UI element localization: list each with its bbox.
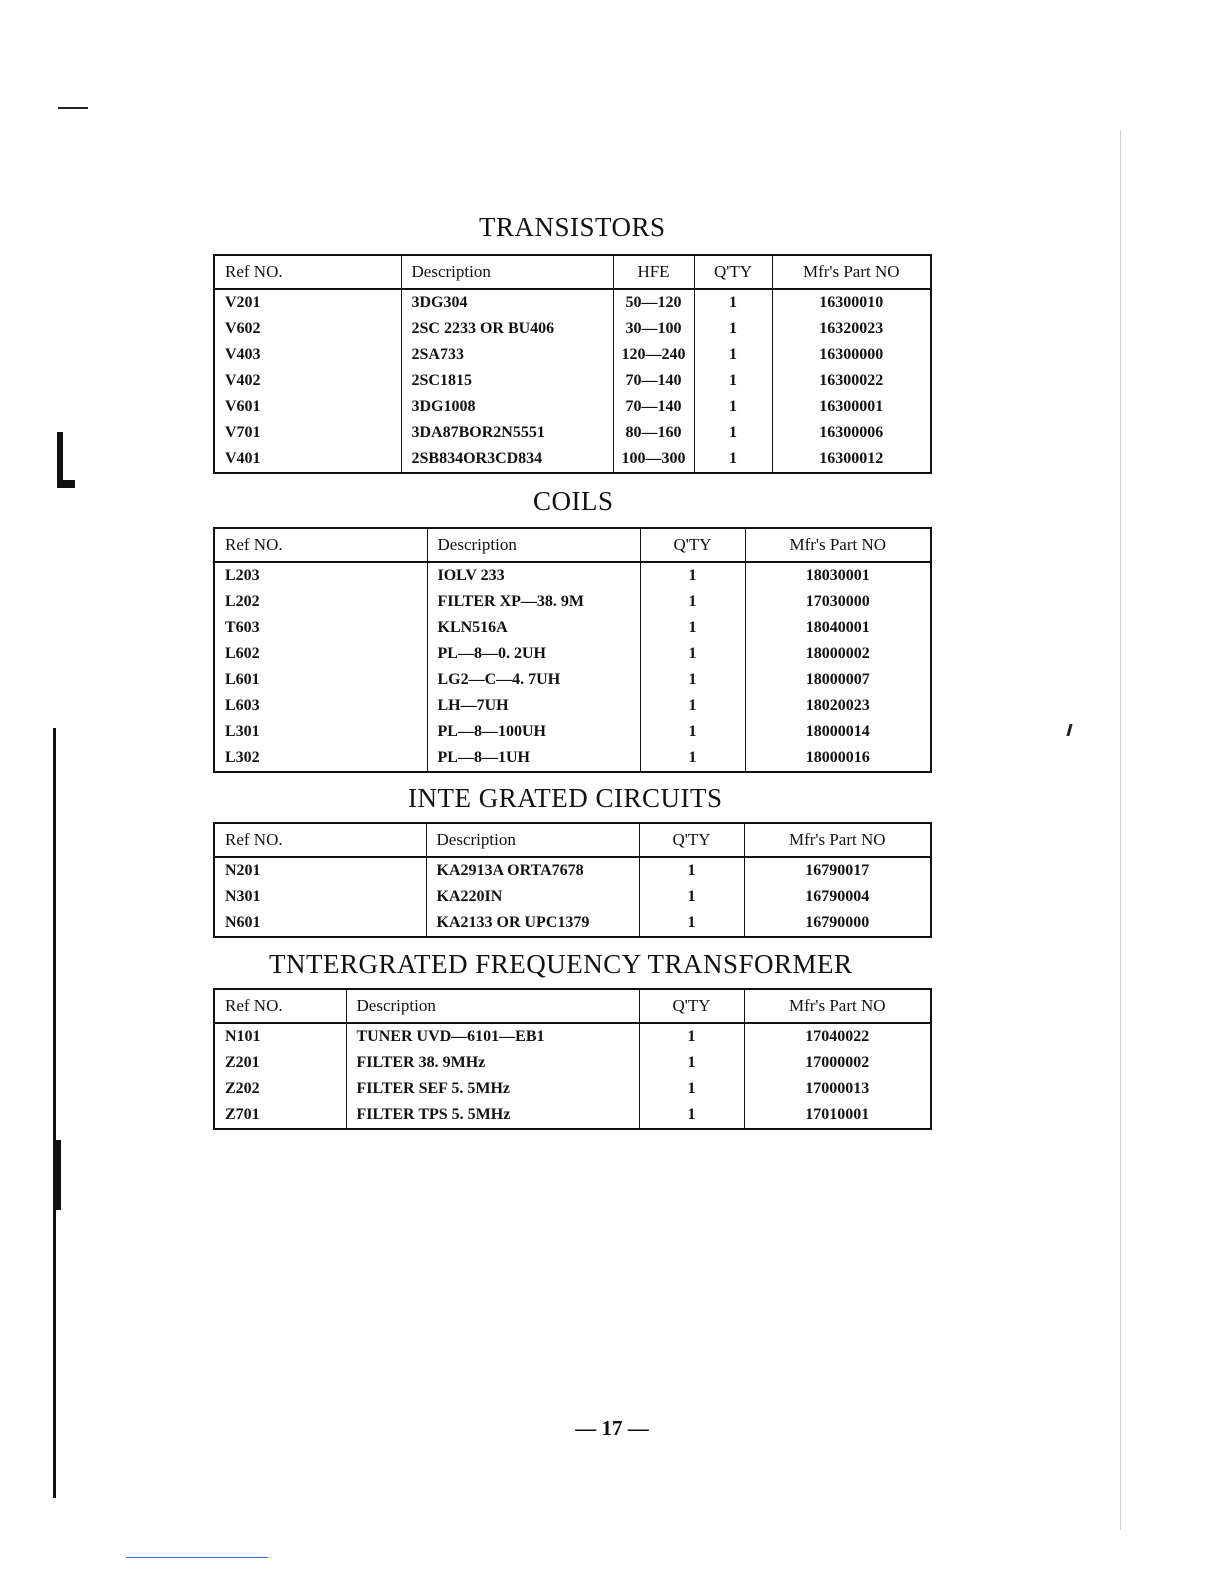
table-row (214, 1102, 931, 1129)
cell-mfr-part-no: 18040001 (805, 619, 870, 636)
cell-mfr-part-no: 18000016 (805, 749, 870, 766)
cell-qty: 1 (639, 857, 744, 884)
page-number: — 17 — (575, 1416, 649, 1440)
col-mfr-part-no: Mfr's Part NO (744, 989, 931, 1023)
cell-ref-no: L202 (214, 589, 427, 615)
table-row (214, 1050, 931, 1076)
cell-description: FILTER XP—38. 9M (427, 589, 640, 615)
cell-ref-no: N301 (214, 884, 426, 910)
cell-qty: 1 (694, 394, 772, 420)
cell-description: KA220IN (426, 884, 639, 910)
cell-qty: 1 (640, 641, 745, 667)
cell-description: PL—8—1UH (427, 745, 640, 772)
cell-qty: 1 (640, 562, 745, 589)
cell-qty: 1 (694, 342, 772, 368)
table-row (214, 719, 931, 745)
col-ref-no: Ref NO. (214, 989, 346, 1023)
cell-hfe: 50—120 (613, 289, 694, 316)
cell-description: LG2—C—4. 7UH (427, 667, 640, 693)
col-ref-no: Ref NO. (214, 823, 426, 857)
frequency-transformer-title: TNTERGRATED FREQUENCY TRANSFORMER (269, 949, 853, 979)
cell-ref-no: L301 (214, 719, 427, 745)
cell-mfr-part-no: 16300006 (819, 424, 884, 441)
table-row (214, 910, 931, 937)
cell-ref-no: N201 (214, 857, 426, 884)
cell-mfr-part-no: 17000002 (805, 1054, 870, 1071)
table-row (214, 745, 931, 772)
cell-ref-no: L203 (214, 562, 427, 589)
table-row (214, 1023, 931, 1050)
cell-ref-no: Z201 (214, 1050, 346, 1076)
cell-qty: 1 (694, 316, 772, 342)
cell-mfr-part-no: 17010001 (805, 1106, 870, 1123)
table-header-row (214, 255, 931, 289)
cell-qty: 1 (694, 446, 772, 473)
table-row (214, 342, 931, 368)
table-row (214, 446, 931, 473)
cell-hfe: 120—240 (613, 342, 694, 368)
col-qty: Q'TY (640, 528, 745, 562)
cell-mfr-part-no: 18000007 (805, 671, 870, 688)
cell-mfr-part-no: 16300000 (819, 346, 884, 363)
cell-ref-no: V201 (214, 289, 401, 316)
cell-description: PL—8—100UH (427, 719, 640, 745)
cell-ref-no: T603 (214, 615, 427, 641)
cell-ref-no: L302 (214, 745, 427, 772)
coils-table (213, 527, 932, 773)
col-hfe: HFE (613, 255, 694, 289)
cell-hfe: 70—140 (613, 368, 694, 394)
cell-qty: 1 (639, 1050, 744, 1076)
cell-description: KLN516A (427, 615, 640, 641)
cell-ref-no: V701 (214, 420, 401, 446)
cell-description: FILTER SEF 5. 5MHz (346, 1076, 639, 1102)
coils-title: COILS (533, 486, 614, 516)
col-mfr-part-no: Mfr's Part NO (772, 255, 931, 289)
cell-mfr-part-no: 17030000 (805, 593, 870, 610)
cell-description: 3DA87BOR2N5551 (401, 420, 613, 446)
cell-description: 2SA733 (401, 342, 613, 368)
cell-description: KA2133 OR UPC1379 (426, 910, 639, 937)
cell-description: 3DG304 (401, 289, 613, 316)
cell-qty: 1 (639, 1102, 744, 1129)
scan-mark (58, 107, 88, 109)
cell-mfr-part-no: 17000013 (805, 1080, 870, 1097)
binding-edge (53, 728, 56, 1498)
table-row (214, 641, 931, 667)
table-row (214, 884, 931, 910)
cell-mfr-part-no: 16790004 (805, 888, 870, 905)
scan-speck (1066, 724, 1072, 736)
cell-qty: 1 (640, 615, 745, 641)
col-qty: Q'TY (639, 989, 744, 1023)
cell-mfr-part-no: 16790000 (805, 914, 870, 931)
integrated-circuits-table (213, 822, 932, 938)
cell-mfr-part-no: 18000002 (805, 645, 870, 662)
col-description: Description (346, 989, 639, 1023)
cell-qty: 1 (694, 289, 772, 316)
table-row (214, 857, 931, 884)
cell-ref-no: L603 (214, 693, 427, 719)
cell-ref-no: Z202 (214, 1076, 346, 1102)
cell-qty: 1 (639, 1076, 744, 1102)
cell-mfr-part-no: 16300022 (819, 372, 884, 389)
cell-hfe: 80—160 (613, 420, 694, 446)
cell-qty: 1 (694, 368, 772, 394)
cell-ref-no: V402 (214, 368, 401, 394)
table-row (214, 589, 931, 615)
col-description: Description (426, 823, 639, 857)
cell-qty: 1 (640, 589, 745, 615)
table-row (214, 316, 931, 342)
table-row (214, 1076, 931, 1102)
cell-description: FILTER 38. 9MHz (346, 1050, 639, 1076)
cell-ref-no: L601 (214, 667, 427, 693)
cell-mfr-part-no: 16300012 (819, 450, 884, 467)
cell-ref-no: Z701 (214, 1102, 346, 1129)
scan-edge (1120, 130, 1121, 1530)
cell-description: KA2913A ORTA7678 (426, 857, 639, 884)
col-description: Description (401, 255, 613, 289)
cell-ref-no: V401 (214, 446, 401, 473)
cell-description: IOLV 233 (427, 562, 640, 589)
table-header-row (214, 989, 931, 1023)
col-ref-no: Ref NO. (214, 528, 427, 562)
table-row (214, 394, 931, 420)
cell-ref-no: N601 (214, 910, 426, 937)
cell-qty: 1 (640, 745, 745, 772)
cell-ref-no: V602 (214, 316, 401, 342)
footer-rule (126, 1557, 268, 1558)
cell-ref-no: V403 (214, 342, 401, 368)
col-mfr-part-no: Mfr's Part NO (745, 528, 931, 562)
cell-hfe: 100—300 (613, 446, 694, 473)
cell-qty: 1 (694, 420, 772, 446)
table-row (214, 615, 931, 641)
col-description: Description (427, 528, 640, 562)
cell-description: FILTER TPS 5. 5MHz (346, 1102, 639, 1129)
col-qty: Q'TY (639, 823, 744, 857)
cell-description: 3DG1008 (401, 394, 613, 420)
cell-mfr-part-no: 17040022 (805, 1028, 870, 1045)
table-row (214, 289, 931, 316)
table-row (214, 693, 931, 719)
col-mfr-part-no: Mfr's Part NO (744, 823, 931, 857)
cell-mfr-part-no: 16300001 (819, 398, 884, 415)
table-header-row (214, 823, 931, 857)
transistors-title: TRANSISTORS (479, 212, 666, 242)
binding-mark (56, 1140, 61, 1210)
table-row (214, 562, 931, 589)
cell-qty: 1 (640, 719, 745, 745)
cell-mfr-part-no: 16320023 (819, 320, 884, 337)
binding-mark (57, 432, 63, 488)
cell-ref-no: N101 (214, 1023, 346, 1050)
table-row (214, 420, 931, 446)
col-qty: Q'TY (694, 255, 772, 289)
cell-mfr-part-no: 18030001 (805, 567, 870, 584)
frequency-transformer-table (213, 988, 932, 1130)
table-row (214, 667, 931, 693)
cell-mfr-part-no: 16300010 (819, 294, 884, 311)
cell-hfe: 30—100 (613, 316, 694, 342)
cell-qty: 1 (640, 693, 745, 719)
cell-mfr-part-no: 16790017 (805, 862, 870, 879)
table-header-row (214, 528, 931, 562)
cell-qty: 1 (639, 910, 744, 937)
table-row (214, 368, 931, 394)
col-ref-no: Ref NO. (214, 255, 401, 289)
cell-qty: 1 (639, 884, 744, 910)
cell-description: TUNER UVD—6101—EB1 (346, 1023, 639, 1050)
cell-description: 2SC 2233 OR BU406 (401, 316, 613, 342)
transistors-table (213, 254, 932, 474)
cell-mfr-part-no: 18000014 (805, 723, 870, 740)
cell-description: PL—8—0. 2UH (427, 641, 640, 667)
integrated-circuits-title: INTE GRATED CIRCUITS (408, 783, 723, 813)
cell-hfe: 70—140 (613, 394, 694, 420)
cell-ref-no: V601 (214, 394, 401, 420)
cell-qty: 1 (639, 1023, 744, 1050)
cell-mfr-part-no: 18020023 (805, 697, 870, 714)
cell-description: LH—7UH (427, 693, 640, 719)
cell-description: 2SB834OR3CD834 (401, 446, 613, 473)
cell-qty: 1 (640, 667, 745, 693)
cell-ref-no: L602 (214, 641, 427, 667)
cell-description: 2SC1815 (401, 368, 613, 394)
